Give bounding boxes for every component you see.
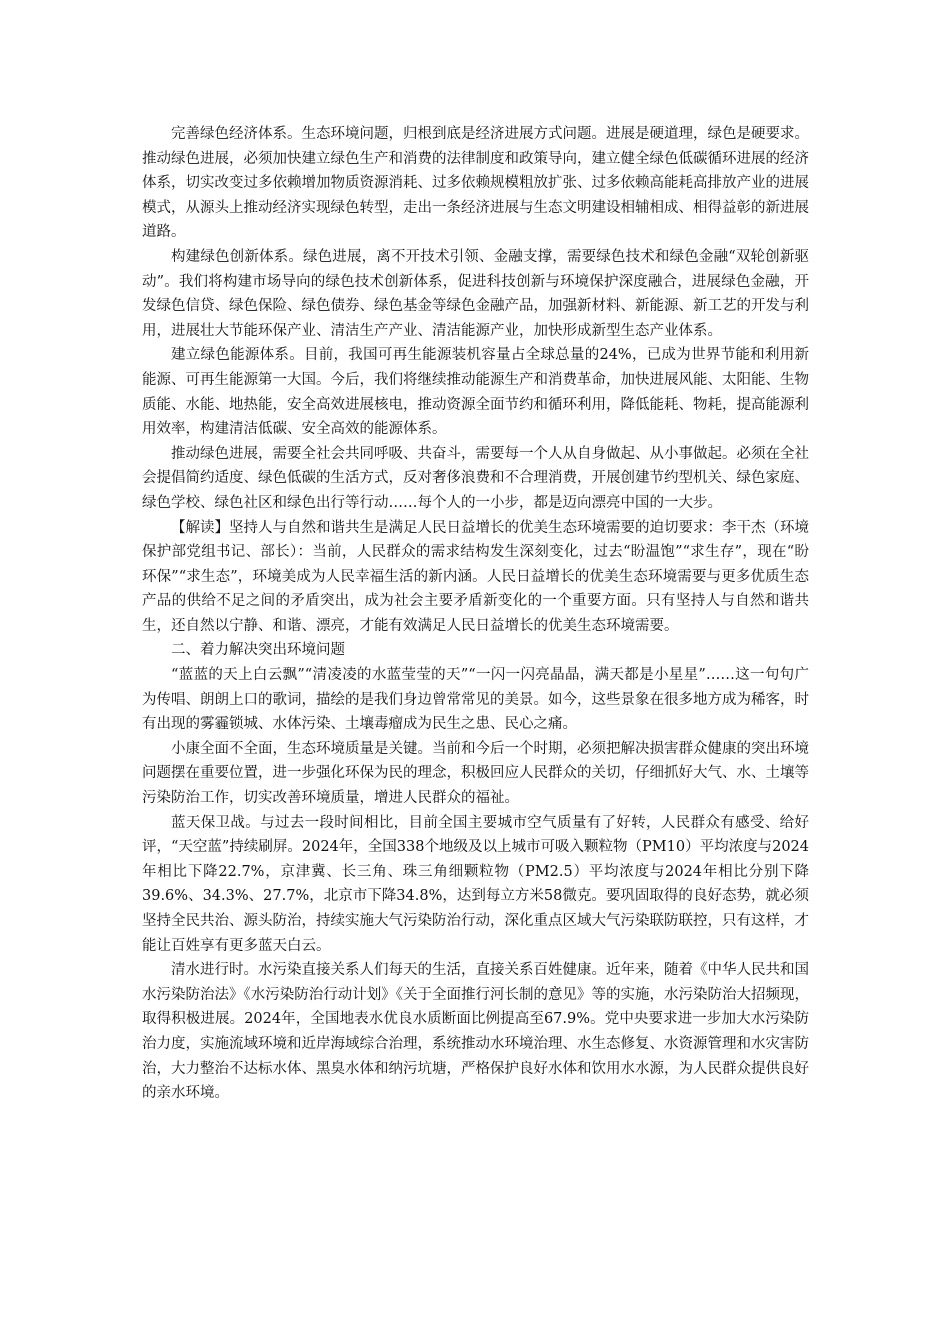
document-body <box>142 122 809 1106</box>
paragraph-green-innovation: 构建绿色创新体系。绿色进展，离不开技术引领、金融支撑，需要绿色技术和绿色金融“双轮创新驱动”。我们将构建市场导向的绿色技术创新体系，促进科技创新与环境保护深度融合，进展绿色金融，开发绿色信贷、绿色保险、绿色债券、绿色基金等绿色金融产品，加强新材料、新能源、新工艺的开发与利用，进展壮大节能环保产业、清洁生产产业、清洁能源产业，加快形成新型生态产业体系。 <box>142 248 809 339</box>
section-heading: 二、着力解决突出环境问题 <box>171 642 345 659</box>
paragraph-green-energy: 建立绿色能源体系。目前，我国可再生能源装机容量占全球总量的24%，已成为世界节能和利用新能源、可再生能源第一大国。今后，我们将继续推动能源生产和消费革命，加快进展风能、太阳能、生物质能、水能、地热能，安全高效进展核电，推动资源全面节约和循环利用，降低能耗、物耗，提高能源利用效率，构建清洁低碳、安全高效的能源体系。 <box>142 347 809 438</box>
paragraph-green-economy: 完善绿色经济体系。生态环境问题，归根到底是经济进展方式问题。进展是硬道理，绿色是硬要求。推动绿色进展，必须加快建立绿色生产和消费的法律制度和政策导向，建立健全绿色低碳循环进展的经济体系，切实改变过多依赖增加物质资源消耗、过多依赖规模粗放扩张、过多依赖高能耗高排放产业的进展模式，从源头上推动经济实现绿色转型，走出一条经济进展与生态文明建设相辅相成、相得益彰的新进展道路。 <box>142 126 809 241</box>
paragraph-clean-water: 清水进行时。水污染直接关系人们每天的生活，直接关系百姓健康。近年来，随着《中华人民共和国水污染防治法》《水污染防治行动计划》《关于全面推行河长制的意见》等的实施，水污染防治大招频现，取得积极进展。2024年，全国地表水优良水质断面比例提高至67.9%。党中央要求进一步加大水污染防治力度，实施流域环境和近岸海域综合治理，系统推动水环境治理、水生态修复、水资源管理和水灾害防治，大力整治不达标水体、黑臭水体和纳污坑塘，严格保护良好水体和饮用水水源，为人民群众提供良好的亲水环境。 <box>142 962 809 1102</box>
paragraph-blue-sky-defense: 蓝天保卫战。与过去一段时间相比，目前全国主要城市空气质量有了好转，人民群众有感受、给好评，“天空蓝”持续刷屏。2024年，全国338个地级及以上城市可吸入颗粒物（PM10）平均浓度与2024年相比下降22.7%，京津冀、长三角、珠三角细颗粒物（PM2.5）平均浓度与2024年相比分别下降39.6%、34.3%、27.7%，北京市下降34.8%，达到每立方米58微克。要巩固取得的良好态势，就必须坚持全民共治、源头防治，持续实施大气污染防治行动，深化重点区域大气污染联防联控，只有这样，才能让百姓享有更多蓝天白云。 <box>142 814 809 954</box>
paragraph-xiaokang: 小康全面不全面，生态环境质量是关键。当前和今后一个时期，必须把解决损害群众健康的突出环境问题摆在重要位置，进一步强化环保为民的理念，积极回应人民群众的关切，仔细抓好大气、水、土壤等污染防治工作，切实改善环境质量，增进人民群众的福祉。 <box>142 740 809 807</box>
paragraph-blue-sky-songs: “蓝蓝的天上白云飘”“清凌凌的水蓝莹莹的天”“一闪一闪亮晶晶，满天都是小星星”……这一句句广为传唱、朗朗上口的歌词，描绘的是我们身边曾常常见的美景。如今，这些景象在很多地方成为稀客，时有出现的雾霾锁城、水体污染、土壤毒瘤成为民生之患、民心之痛。 <box>142 667 809 733</box>
paragraph-green-society: 推动绿色进展，需要全社会共同呼吸、共奋斗，需要每一个人从自身做起、从小事做起。必须在全社会提倡简约适度、绿色低碳的生活方式，反对奢侈浪费和不合理消费，开展创建节约型机关、绿色家庭、绿色学校、绿色社区和绿色出行等行动……每个人的一小步，都是迈向漂亮中国的一大步。 <box>142 445 809 511</box>
paragraph-interpretation: 【解读】坚持人与自然和谐共生是满足人民日益增长的优美生态环境需要的迫切要求：李干杰（环境保护部党组书记、部长）：当前，人民群众的需求结构发生深刻变化，过去“盼温饱”“求生存”，现在“盼环保”“求生态”，环境美成为人民幸福生活的新内涵。人民日益增长的优美生态环境需要与更多优质生态产品的供给不足之间的矛盾突出，成为社会主要矛盾新变化的一个重要方面。只有坚持人与自然和谐共生，还自然以宁静、和谐、漂亮，才能有效满足人民日益增长的优美生态环境需要。 <box>142 519 809 634</box>
